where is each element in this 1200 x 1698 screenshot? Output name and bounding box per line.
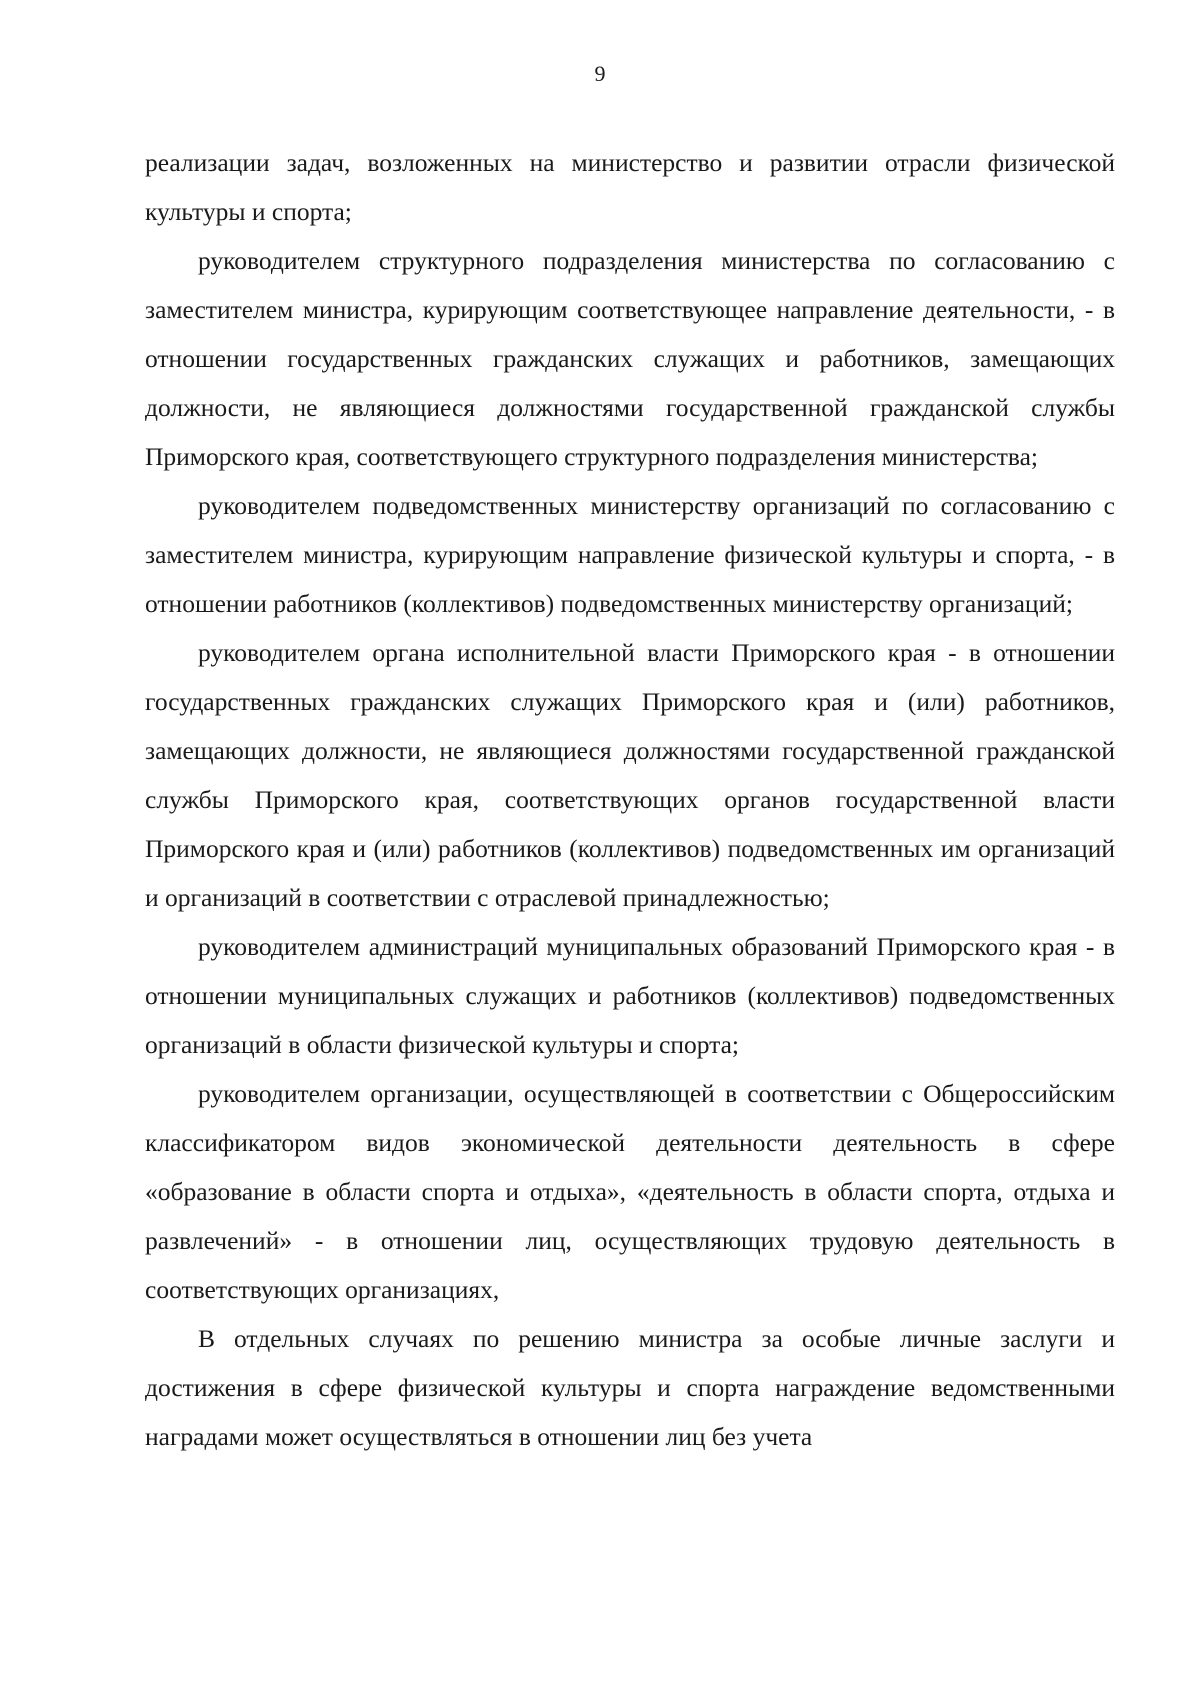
paragraph-subordinate-organizations-head: руководителем подведомственных министерству организаций по согласованию с заместителем министра, курирующим направление физической культуры и спорта, - в отношении работников (коллективов) подведомственных министерству организаций;: [145, 491, 1115, 618]
page-number: 9: [594, 61, 606, 86]
paragraph-special-cases: В отдельных случаях по решению министра за особые личные заслуги и достижения в сфере физической культуры и спорта награждение ведомственными наградами может осуществляться в отношении лиц без учета: [145, 1324, 1115, 1451]
paragraph-sports-organization-head: руководителем организации, осуществляющей в соответствии с Общероссийским классификатором видов экономической деятельности деятельность в сфере «образование в области спорта и отдыха», «деятельность в области спорта, отдыха и развлечений» - в отношении лиц, осуществляющих трудовую деятельность в соответствующих организациях,: [145, 1079, 1115, 1304]
paragraph-executive-authority-head: руководителем органа исполнительной власти Приморского края - в отношении государственных гражданских служащих Приморского края и (или) работников, замещающих должности, не являющиеся должностями государственной гражданской службы Приморского края, соответствующих органов государственной власти Приморского края и (или) работников (коллективов) подведомственных им организаций и организаций в соответствии с отраслевой принадлежностью;: [145, 638, 1115, 912]
paragraph-continuation: реализации задач, возложенных на министерство и развитии отрасли физической культуры и спорта;: [145, 148, 1115, 226]
document-body: [145, 138, 1115, 1461]
paragraph-municipal-administration-head: руководителем администраций муниципальных образований Приморского края - в отношении муниципальных служащих и работников (коллективов) подведомственных организаций в области физической культуры и спорта;: [145, 932, 1115, 1059]
paragraph-structural-division-head: руководителем структурного подразделения министерства по согласованию с заместителем министра, курирующим соответствующее направление деятельности, - в отношении государственных гражданских служащих и работников, замещающих должности, не являющиеся должностями государственной гражданской службы Приморского края, соответствующего структурного подразделения министерства;: [145, 246, 1115, 471]
